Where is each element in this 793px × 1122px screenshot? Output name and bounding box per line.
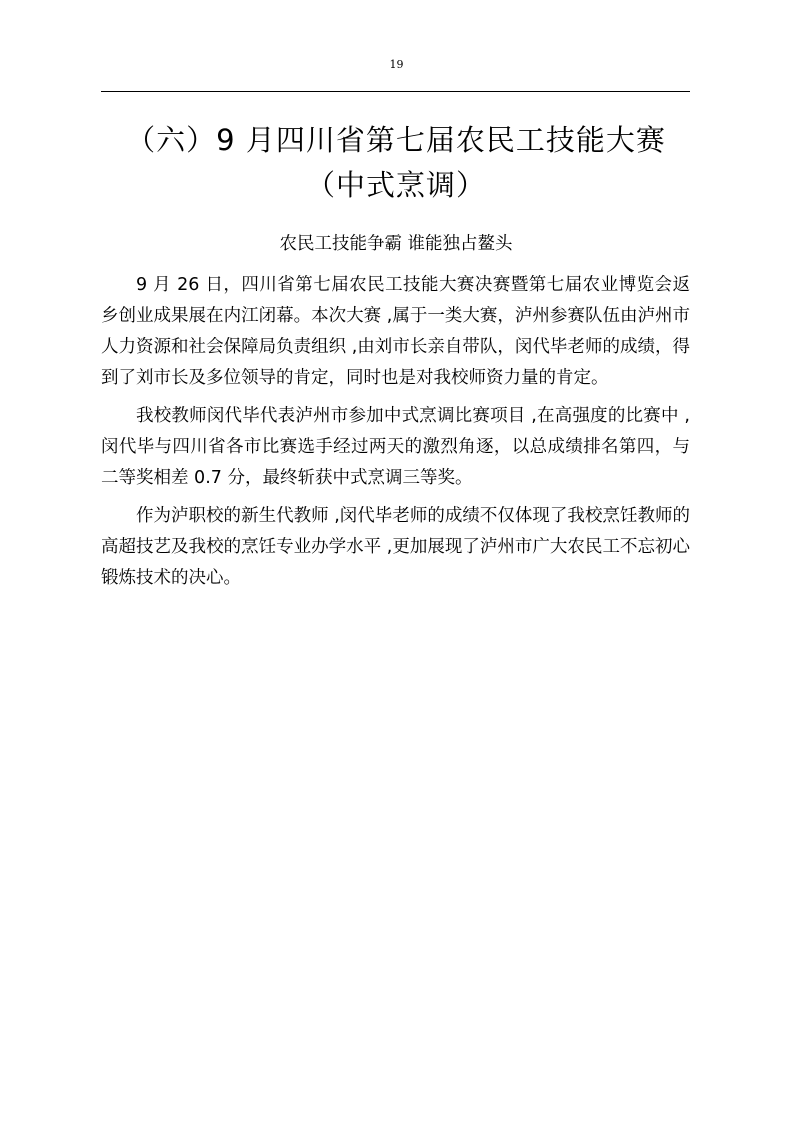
header-divider (101, 91, 690, 92)
article-body (101, 270, 690, 601)
page-number: 19 (389, 58, 404, 71)
section-title: （六）9 月四川省第七届农民工技能大赛（中式烹调） (126, 123, 666, 202)
article-title: 农民工技能争霸 谁能独占鳌头 (279, 234, 513, 254)
paragraph-1: 9 月 26 日，四川省第七届农民工技能大赛决赛暨第七届农业博览会返乡创业成果展在内江闭幕。本次大赛 ,属于一类大赛，泸州参赛队伍由泸州市人力资源和社会保障局负责组织 ,由刘市长亲自带队，闵代毕老师的成绩，得到了刘市长及多位领导的肯定，同时也是对我校师资力量的肯定。 (101, 275, 690, 388)
paragraph-3: 作为泸职校的新生代教师 ,闵代毕老师的成绩不仅体现了我校烹饪教师的高超技艺及我校的烹饪专业办学水平 ,更加展现了泸州市广大农民工不忘初心锻炼技术的决心。 (101, 506, 690, 588)
paragraph-2: 我校教师闵代毕代表泸州市参加中式烹调比赛项目 ,在高强度的比赛中 ,闵代毕与四川省各市比赛选手经过两天的激烈角逐，以总成绩排名第四，与二等奖相差 0.7 分，最终斩获中式烹调三等奖。 (101, 406, 690, 488)
